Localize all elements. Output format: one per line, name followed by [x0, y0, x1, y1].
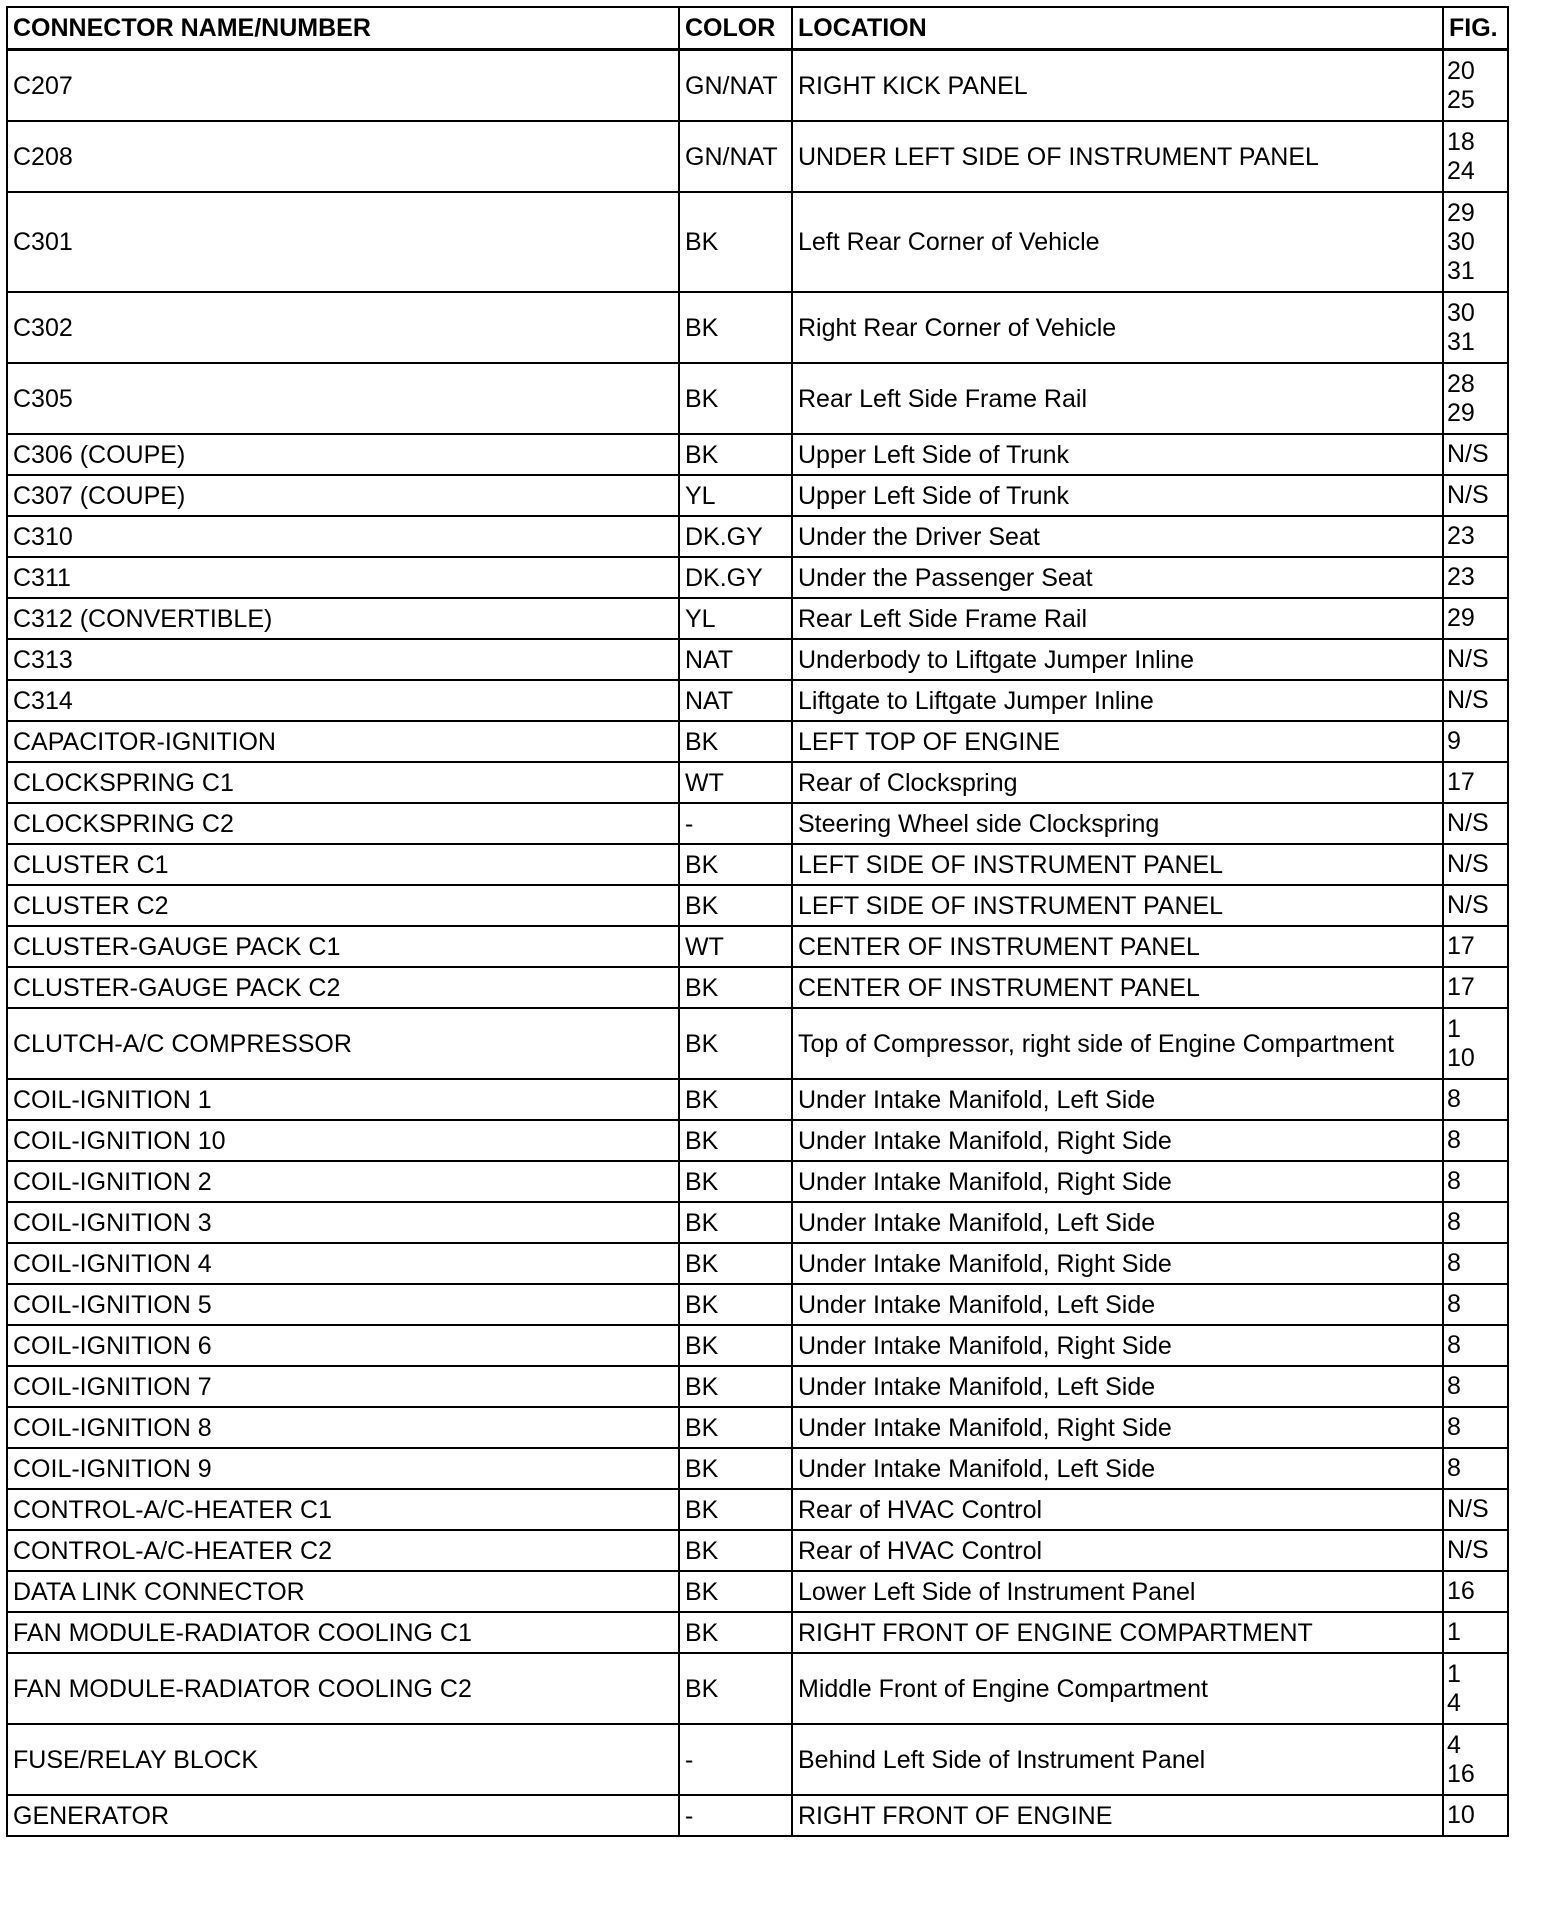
color-cell: NAT [679, 680, 792, 721]
table-row [7, 50, 1508, 122]
table-row [7, 1366, 1508, 1407]
location-cell: Behind Left Side of Instrument Panel [792, 1724, 1443, 1795]
fig-cell [1443, 1448, 1508, 1489]
connector-table [6, 6, 1509, 1837]
fig-number: 16 [1447, 1577, 1475, 1605]
color-cell: BK [679, 363, 792, 434]
connector-name-cell: C207 [7, 50, 679, 122]
location-cell: Under Intake Manifold, Right Side [792, 1243, 1443, 1284]
fig-cell [1443, 1530, 1508, 1571]
location-cell: Under Intake Manifold, Right Side [792, 1120, 1443, 1161]
table-row [7, 1161, 1508, 1202]
table-row [7, 1079, 1508, 1120]
fig-number: 20 [1447, 56, 1475, 85]
color-cell: BK [679, 1243, 792, 1284]
location-cell: LEFT SIDE OF INSTRUMENT PANEL [792, 844, 1443, 885]
color-cell: DK.GY [679, 516, 792, 557]
color-cell: BK [679, 1284, 792, 1325]
connector-name-cell: C306 (COUPE) [7, 434, 679, 475]
fig-cell [1443, 1284, 1508, 1325]
fig-number: 23 [1447, 563, 1475, 591]
color-cell: - [679, 803, 792, 844]
connector-name-cell: COIL-IGNITION 10 [7, 1120, 679, 1161]
connector-name-cell: COIL-IGNITION 8 [7, 1407, 679, 1448]
color-cell: WT [679, 762, 792, 803]
connector-name-cell: CONTROL-A/C-HEATER C2 [7, 1530, 679, 1571]
connector-name-cell: CLOCKSPRING C1 [7, 762, 679, 803]
table-row [7, 1407, 1508, 1448]
table-body [7, 50, 1508, 1837]
table-row [7, 1571, 1508, 1612]
table-row [7, 1653, 1508, 1724]
fig-cell [1443, 1243, 1508, 1284]
table-row [7, 1325, 1508, 1366]
location-cell: Under Intake Manifold, Left Side [792, 1284, 1443, 1325]
table-row [7, 803, 1508, 844]
connector-name-cell: CAPACITOR-IGNITION [7, 721, 679, 762]
fig-cell [1443, 1325, 1508, 1366]
table-row [7, 1202, 1508, 1243]
header-color: COLOR [679, 7, 792, 50]
location-cell: Upper Left Side of Trunk [792, 434, 1443, 475]
location-cell: Middle Front of Engine Compartment [792, 1653, 1443, 1724]
fig-number: N/S [1447, 1536, 1489, 1564]
fig-number: N/S [1447, 891, 1489, 919]
fig-cell [1443, 1366, 1508, 1407]
fig-cell [1443, 1008, 1508, 1079]
fig-number: 30 [1447, 298, 1475, 327]
fig-cell [1443, 844, 1508, 885]
fig-number: 1 [1447, 1014, 1461, 1043]
color-cell: YL [679, 598, 792, 639]
connector-name-cell: COIL-IGNITION 3 [7, 1202, 679, 1243]
connector-name-cell: COIL-IGNITION 5 [7, 1284, 679, 1325]
location-cell: Under Intake Manifold, Right Side [792, 1407, 1443, 1448]
connector-name-cell: C311 [7, 557, 679, 598]
fig-number: N/S [1447, 481, 1489, 509]
connector-name-cell: CLUSTER-GAUGE PACK C2 [7, 967, 679, 1008]
color-cell: BK [679, 1571, 792, 1612]
location-cell: CENTER OF INSTRUMENT PANEL [792, 926, 1443, 967]
table-row [7, 363, 1508, 434]
location-cell: Under the Driver Seat [792, 516, 1443, 557]
fig-number: 4 [1447, 1730, 1461, 1759]
fig-cell [1443, 1120, 1508, 1161]
color-cell: - [679, 1795, 792, 1836]
connector-name-cell: CONTROL-A/C-HEATER C1 [7, 1489, 679, 1530]
fig-cell [1443, 680, 1508, 721]
fig-number: 1 [1447, 1618, 1461, 1646]
connector-name-cell: C307 (COUPE) [7, 475, 679, 516]
connector-name-cell: FAN MODULE-RADIATOR COOLING C2 [7, 1653, 679, 1724]
connector-name-cell: FAN MODULE-RADIATOR COOLING C1 [7, 1612, 679, 1653]
fig-cell [1443, 762, 1508, 803]
color-cell: BK [679, 1120, 792, 1161]
color-cell: BK [679, 1653, 792, 1724]
connector-name-cell: CLUSTER C1 [7, 844, 679, 885]
fig-number: 17 [1447, 932, 1475, 960]
location-cell: Right Rear Corner of Vehicle [792, 292, 1443, 363]
fig-number: 9 [1447, 727, 1461, 755]
fig-number: 8 [1447, 1290, 1461, 1318]
connector-name-cell: CLOCKSPRING C2 [7, 803, 679, 844]
table-row [7, 762, 1508, 803]
fig-number: 4 [1447, 1688, 1461, 1717]
fig-number: N/S [1447, 645, 1489, 673]
fig-number: 18 [1447, 127, 1475, 156]
table-row [7, 1120, 1508, 1161]
table-row [7, 475, 1508, 516]
location-cell: RIGHT FRONT OF ENGINE COMPARTMENT [792, 1612, 1443, 1653]
location-cell: Steering Wheel side Clockspring [792, 803, 1443, 844]
connector-name-cell: COIL-IGNITION 1 [7, 1079, 679, 1120]
color-cell: BK [679, 844, 792, 885]
color-cell: BK [679, 1202, 792, 1243]
location-cell: LEFT SIDE OF INSTRUMENT PANEL [792, 885, 1443, 926]
fig-number: 10 [1447, 1043, 1475, 1072]
color-cell: BK [679, 1448, 792, 1489]
fig-number: 10 [1447, 1801, 1475, 1829]
table-row [7, 434, 1508, 475]
color-cell: GN/NAT [679, 121, 792, 192]
fig-number: 8 [1447, 1085, 1461, 1113]
location-cell: Underbody to Liftgate Jumper Inline [792, 639, 1443, 680]
fig-number: 31 [1447, 256, 1475, 285]
color-cell: BK [679, 192, 792, 292]
fig-number: 23 [1447, 522, 1475, 550]
connector-name-cell: C302 [7, 292, 679, 363]
color-cell: BK [679, 434, 792, 475]
color-cell: YL [679, 475, 792, 516]
color-cell: BK [679, 721, 792, 762]
fig-cell [1443, 885, 1508, 926]
table-row [7, 516, 1508, 557]
location-cell: UNDER LEFT SIDE OF INSTRUMENT PANEL [792, 121, 1443, 192]
fig-cell [1443, 598, 1508, 639]
fig-number: 8 [1447, 1167, 1461, 1195]
fig-number: 29 [1447, 604, 1475, 632]
table-row [7, 292, 1508, 363]
location-cell: Under Intake Manifold, Left Side [792, 1366, 1443, 1407]
fig-cell [1443, 1161, 1508, 1202]
color-cell: WT [679, 926, 792, 967]
fig-number: 30 [1447, 227, 1475, 256]
color-cell: BK [679, 1008, 792, 1079]
header-fig: FIG. [1443, 7, 1508, 50]
table-row [7, 1724, 1508, 1795]
fig-number: 8 [1447, 1249, 1461, 1277]
location-cell: RIGHT FRONT OF ENGINE [792, 1795, 1443, 1836]
connector-name-cell: C313 [7, 639, 679, 680]
color-cell: BK [679, 1489, 792, 1530]
fig-cell [1443, 967, 1508, 1008]
table-row [7, 844, 1508, 885]
connector-name-cell: COIL-IGNITION 4 [7, 1243, 679, 1284]
fig-cell [1443, 516, 1508, 557]
fig-cell [1443, 475, 1508, 516]
fig-number: 29 [1447, 398, 1475, 427]
location-cell: Top of Compressor, right side of Engine Compartment [792, 1008, 1443, 1079]
color-cell: BK [679, 1530, 792, 1571]
fig-number: 24 [1447, 156, 1475, 185]
fig-cell [1443, 926, 1508, 967]
fig-number: 8 [1447, 1208, 1461, 1236]
fig-number: 31 [1447, 327, 1475, 356]
connector-name-cell: CLUSTER-GAUGE PACK C1 [7, 926, 679, 967]
color-cell: BK [679, 885, 792, 926]
table-row [7, 598, 1508, 639]
table-header-row [7, 7, 1508, 50]
location-cell: Upper Left Side of Trunk [792, 475, 1443, 516]
location-cell: Left Rear Corner of Vehicle [792, 192, 1443, 292]
color-cell: DK.GY [679, 557, 792, 598]
fig-cell [1443, 1202, 1508, 1243]
fig-number: 17 [1447, 973, 1475, 1001]
color-cell: BK [679, 1079, 792, 1120]
fig-cell [1443, 1407, 1508, 1448]
fig-number: 17 [1447, 768, 1475, 796]
fig-cell [1443, 1612, 1508, 1653]
header-connector-name: CONNECTOR NAME/NUMBER [7, 7, 679, 50]
connector-name-cell: GENERATOR [7, 1795, 679, 1836]
fig-number: N/S [1447, 809, 1489, 837]
location-cell: Rear of HVAC Control [792, 1530, 1443, 1571]
fig-cell [1443, 121, 1508, 192]
location-cell: LEFT TOP OF ENGINE [792, 721, 1443, 762]
fig-cell [1443, 803, 1508, 844]
connector-name-cell: CLUSTER C2 [7, 885, 679, 926]
connector-name-cell: CLUTCH-A/C COMPRESSOR [7, 1008, 679, 1079]
fig-number: 8 [1447, 1126, 1461, 1154]
fig-cell [1443, 1724, 1508, 1795]
location-cell: CENTER OF INSTRUMENT PANEL [792, 967, 1443, 1008]
table-row [7, 967, 1508, 1008]
color-cell: BK [679, 292, 792, 363]
color-cell: NAT [679, 639, 792, 680]
fig-cell [1443, 50, 1508, 122]
connector-name-cell: FUSE/RELAY BLOCK [7, 1724, 679, 1795]
connector-name-cell: C301 [7, 192, 679, 292]
location-cell: Rear Left Side Frame Rail [792, 598, 1443, 639]
location-cell: Under Intake Manifold, Left Side [792, 1079, 1443, 1120]
fig-cell [1443, 363, 1508, 434]
connector-name-cell: COIL-IGNITION 6 [7, 1325, 679, 1366]
connector-name-cell: C208 [7, 121, 679, 192]
color-cell: BK [679, 1407, 792, 1448]
table-row [7, 926, 1508, 967]
color-cell: BK [679, 1366, 792, 1407]
connector-name-cell: COIL-IGNITION 9 [7, 1448, 679, 1489]
connector-name-cell: COIL-IGNITION 2 [7, 1161, 679, 1202]
fig-cell [1443, 1571, 1508, 1612]
table-row [7, 885, 1508, 926]
fig-number: 8 [1447, 1413, 1461, 1441]
table-row [7, 1489, 1508, 1530]
connector-name-cell: COIL-IGNITION 7 [7, 1366, 679, 1407]
table-row [7, 639, 1508, 680]
table-row [7, 1530, 1508, 1571]
location-cell: Under Intake Manifold, Right Side [792, 1161, 1443, 1202]
fig-number: N/S [1447, 686, 1489, 714]
table-row [7, 1008, 1508, 1079]
fig-number: N/S [1447, 440, 1489, 468]
table-row [7, 1795, 1508, 1836]
color-cell: BK [679, 1161, 792, 1202]
connector-name-cell: C314 [7, 680, 679, 721]
color-cell: BK [679, 1325, 792, 1366]
fig-cell [1443, 721, 1508, 762]
fig-number: 25 [1447, 85, 1475, 114]
location-cell: Under Intake Manifold, Left Side [792, 1448, 1443, 1489]
fig-number: 1 [1447, 1659, 1461, 1688]
fig-cell [1443, 292, 1508, 363]
fig-cell [1443, 1489, 1508, 1530]
fig-number: 28 [1447, 369, 1475, 398]
fig-cell [1443, 1079, 1508, 1120]
table-row [7, 192, 1508, 292]
table-row [7, 1284, 1508, 1325]
fig-cell [1443, 1653, 1508, 1724]
table-row [7, 121, 1508, 192]
table-row [7, 1612, 1508, 1653]
location-cell: Under the Passenger Seat [792, 557, 1443, 598]
connector-name-cell: C312 (CONVERTIBLE) [7, 598, 679, 639]
fig-number: 29 [1447, 198, 1475, 227]
fig-cell [1443, 434, 1508, 475]
color-cell: BK [679, 967, 792, 1008]
fig-number: N/S [1447, 850, 1489, 878]
connector-name-cell: DATA LINK CONNECTOR [7, 1571, 679, 1612]
header-location: LOCATION [792, 7, 1443, 50]
fig-cell [1443, 557, 1508, 598]
location-cell: RIGHT KICK PANEL [792, 50, 1443, 122]
location-cell: Rear of Clockspring [792, 762, 1443, 803]
color-cell: - [679, 1724, 792, 1795]
fig-cell [1443, 639, 1508, 680]
location-cell: Lower Left Side of Instrument Panel [792, 1571, 1443, 1612]
location-cell: Under Intake Manifold, Right Side [792, 1325, 1443, 1366]
fig-cell [1443, 192, 1508, 292]
table-row [7, 1243, 1508, 1284]
fig-number: 16 [1447, 1759, 1475, 1788]
location-cell: Under Intake Manifold, Left Side [792, 1202, 1443, 1243]
location-cell: Rear of HVAC Control [792, 1489, 1443, 1530]
fig-cell [1443, 1795, 1508, 1836]
table-row [7, 1448, 1508, 1489]
location-cell: Liftgate to Liftgate Jumper Inline [792, 680, 1443, 721]
fig-number: 8 [1447, 1454, 1461, 1482]
connector-name-cell: C305 [7, 363, 679, 434]
table-row [7, 557, 1508, 598]
location-cell: Rear Left Side Frame Rail [792, 363, 1443, 434]
fig-number: N/S [1447, 1495, 1489, 1523]
color-cell: BK [679, 1612, 792, 1653]
connector-table-container [6, 6, 1507, 1837]
table-row [7, 680, 1508, 721]
color-cell: GN/NAT [679, 50, 792, 122]
connector-name-cell: C310 [7, 516, 679, 557]
fig-number: 8 [1447, 1372, 1461, 1400]
table-row [7, 721, 1508, 762]
fig-number: 8 [1447, 1331, 1461, 1359]
